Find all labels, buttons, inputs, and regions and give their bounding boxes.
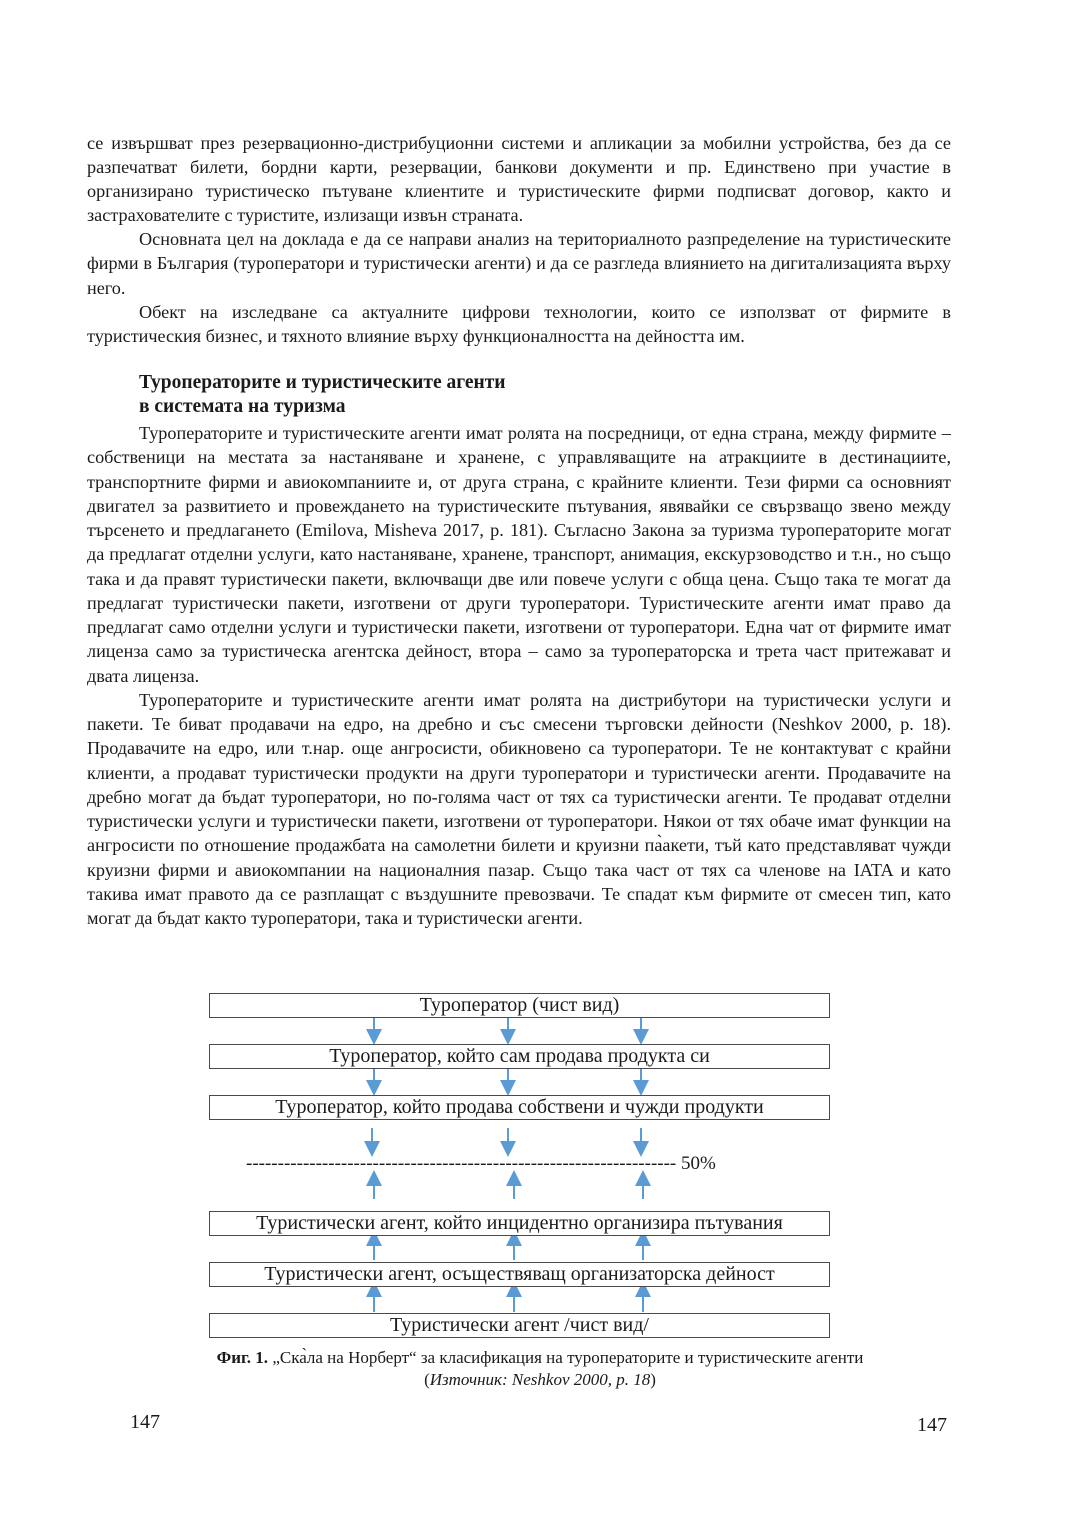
box-touroperator-own-sales: Туроператор, който сам продава продукта си (209, 1044, 830, 1069)
up-arrows-row-3 (374, 1289, 643, 1312)
caption-text: „Ска̀ла на Норберт“ за класификация на туроператорите и туристическите агенти ( (272, 1348, 864, 1389)
box-agent-incidental: Туристически агент, който инцидентно организира пътувания (209, 1211, 830, 1236)
intro-paragraph-3: Обект на изследване са актуалните цифрови технологии, които се използват от фирмите в туристическия бизнес, и тяхното влияние върху функционалността на дейността им. (87, 301, 951, 346)
norbert-scale-figure (0, 985, 1080, 1385)
section-heading-line-2: в системата на туризма (139, 396, 346, 417)
intro-paragraph-2: Основната цел на доклада е да се направи анализ на териториалното разпределение на туристическите фирми в България (туроператори и туристически агенти) и да се разгледа влиянието на дигитализацията върху него. (87, 229, 951, 298)
intro-paragraph-1: се извършват през резервационно-дистрибуционни системи и апликации за мобилни устройства, без да се разпечатват билети, бордни карти, резервации, банкови документи и пр. Единствено при участие в организирано туристическо пътуване клиентите и туристическите фирми подписват договор, както и застрахователите с туристите, излизащи извън страната. (87, 133, 951, 226)
caption-close: ) (650, 1370, 656, 1389)
up-arrows-row-1 (374, 1178, 643, 1199)
down-arrows-row-1 (374, 1018, 641, 1037)
section-paragraph-1: Туроператорите и туристическите агенти имат ролята на посредници, от една страна, между фирмите – собственици на местата за настаняване и хранене, с управляващите на атракциите в дестинациите, транспортните фирми и авиокомпаниите и, от друга страна, с крайните клиенти. Тези фирми са основният двигател за развитието и провеждането на туристическите пътувания, явявайки се свързващо звено между търсенето и предлагането (Emilova, Misheva 2017, p. 181). Съгласно Закона за туризма туроператорите могат да предлагат отделни услуги, като настаняване, хранене, транспорт, анимация, екскурзоводство и т.н., но също така и да правят туристически пакети, включващи две или повече услуги с обща цена. Също така те могат да предлагат туристически пакети, изготвени от други туроператори. Туристическите агенти имат право да предлагат само отделни услуги и туристически пакети, изготвени от туроператори. Една чат от фирмите имат лиценза само за туристическа агентска дейност, втора – само за туроператорска и трета част притежават и двата лиценза. (87, 423, 951, 686)
page-number-right: 147 (917, 1414, 947, 1436)
section-body (87, 421, 951, 930)
section-heading (139, 371, 506, 419)
section-heading-line-1: Туроператорите и туристическите агенти (139, 372, 506, 393)
up-arrows-row-2 (374, 1238, 643, 1260)
box-touroperator-pure: Туроператор (чист вид) (209, 993, 830, 1018)
divider-label: 50% (681, 1153, 716, 1174)
section-paragraph-2: Туроператорите и туристическите агенти имат ролята на дистрибутори на туристически услуги и пакети. Те биват продавачи на едро, на дребно и със смесени търговски дейности (Neshkov 2000, p. 18). Продавачите на едро, или т.нар. още ангросисти, обикновено са туроператори. Те не контактуват с крайни клиенти, а продават туристически продукти на други туроператори и туристически агенти. Продавачите на дребно могат да бъдат туроператори, но по-голяма част от тях са туристически агенти. Те продават отделни туристически услуги и туристически пакети, изготвени от туроператори. Някои от тях обаче имат функции на ангросисти по отношение продажбата на самолетни билети и круизни па̀акети, тъй като представляват чужди круизни фирми и авиокомпании на националния пазар. Също така част от тях са членове на IATA и като такива имат правото да се разплащат с въздушните превозвачи. Те спадат към фирмите от смесен тип, като могат да бъдат както туроператори, така и туристически агенти. (87, 689, 951, 928)
intro-text (87, 131, 951, 348)
box-touroperator-own-and-foreign: Туроператор, който продава собствени и чужди продукти (209, 1095, 830, 1120)
down-arrows-row-3 (372, 1128, 641, 1149)
fifty-percent-divider (246, 1153, 716, 1175)
caption-source: Източник: Neshkov 2000, p. 18 (429, 1370, 651, 1389)
box-agent-pure: Туристически агент /чист вид/ (209, 1313, 830, 1338)
box-agent-organizing: Туристически агент, осъществяващ организаторска дейност (209, 1262, 830, 1287)
figure-caption (200, 1347, 880, 1391)
divider-dashes: -------------------------------------------------------------------- (246, 1153, 677, 1174)
down-arrows-row-2 (374, 1068, 641, 1088)
caption-label: Фиг. 1. (216, 1348, 269, 1367)
page-number-left: 147 (130, 1411, 160, 1433)
